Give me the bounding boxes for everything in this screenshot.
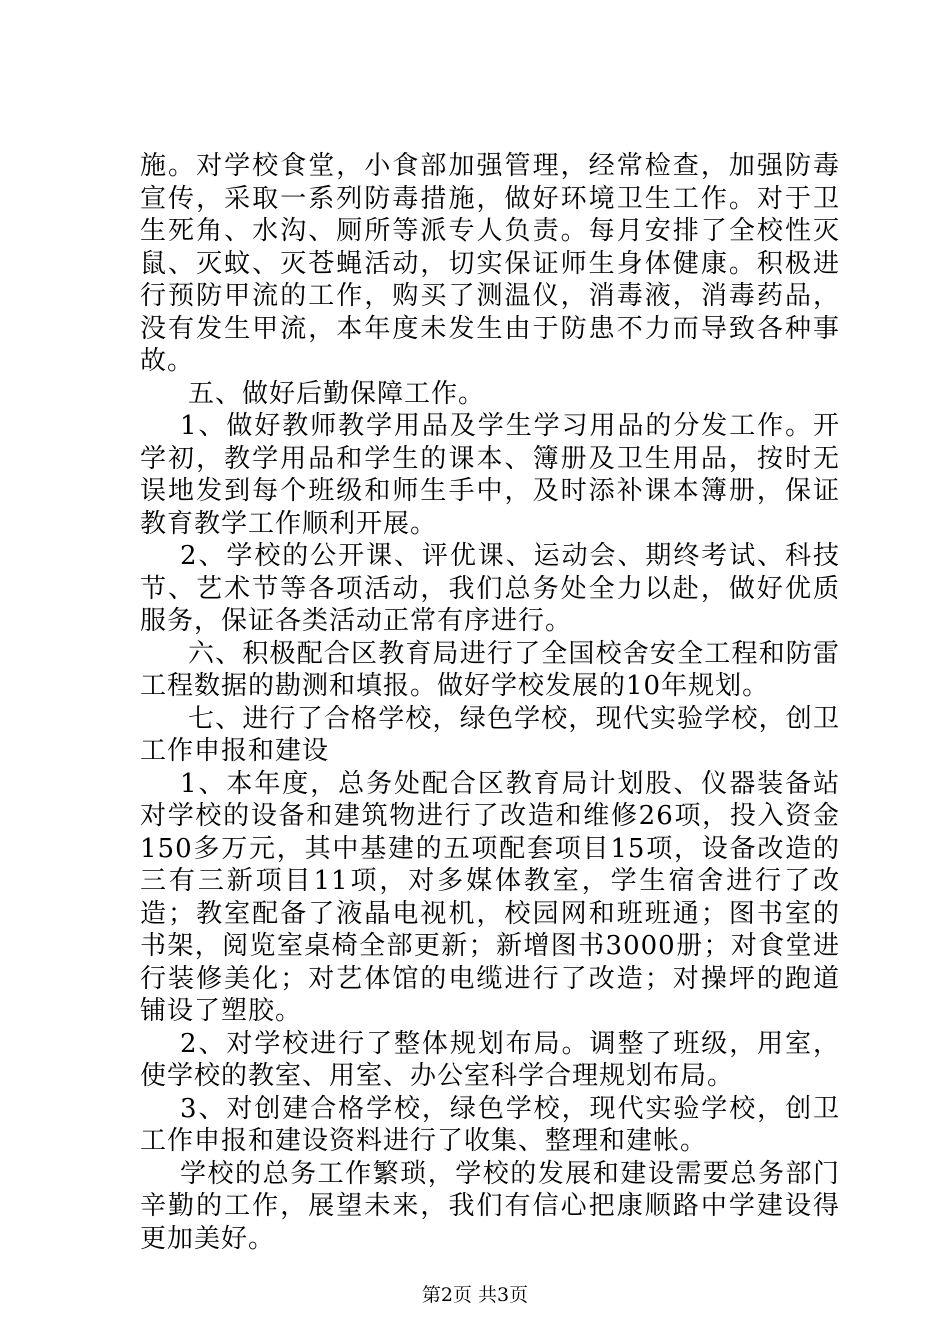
page-footer: 第2页 共3页 bbox=[421, 1284, 529, 1306]
paragraph-item: 1、本年度，总务处配合区教育局计划股、仪器装备站对学校的设备和建筑物进行了改造和维修26项，投入资金150多万元，其中基建的五项配套项目15项，设备改造的三有三新项目11项，对多媒体教室，学生宿舍进行了改造；教室配备了液晶电视机，校园网和班班通；图书室的书架，阅览室桌椅全部更新；新增图书3000册；对食堂进行装修美化；对艺体馆的电缆进行了改造；对操坪的跑道铺设了塑胶。 bbox=[140, 768, 840, 1026]
paragraph-item: 3、对创建合格学校，绿色学校，现代实验学校，创卫工作申报和建设资料进行了收集、整理和建帐。 bbox=[140, 1093, 840, 1156]
section-heading-seven: 七、进行了合格学校，绿色学校，现代实验学校，创卫工作申报和建设 bbox=[140, 703, 840, 766]
document-body bbox=[140, 150, 840, 1255]
paragraph-item: 2、对学校进行了整体规划布局。调整了班级，用室，使学校的教室、用室、办公室科学合理规划布局。 bbox=[140, 1028, 840, 1091]
paragraph-continuation: 施。对学校食堂，小食部加强管理，经常检查，加强防毒宣传，采取一系列防毒措施，做好环境卫生工作。对于卫生死角、水沟、厕所等派专人负责。每月安排了全校性灭鼠、灭蚊、灭苍蝇活动，切实保证师生身体健康。积极进行预防甲流的工作，购买了测温仪，消毒液，消毒药品，没有发生甲流，本年度未发生由于防患不力而导致各种事故。 bbox=[140, 151, 840, 376]
section-heading-five: 五、做好后勤保障工作。 bbox=[188, 378, 486, 409]
closing-paragraph: 学校的总务工作繁琐，学校的发展和建设需要总务部门辛勤的工作，展望未来，我们有信心把康顺路中学建设得更加美好。 bbox=[140, 1158, 840, 1254]
paragraph-item: 2、学校的公开课、评优课、运动会、期终考试、科技节、艺术节等各项活动，我们总务处全力以赴，做好优质服务，保证各类活动正常有序进行。 bbox=[140, 541, 840, 636]
paragraph-item: 1、做好教师教学用品及学生学习用品的分发工作。开学初，教学用品和学生的课本、簿册及卫生用品，按时无误地发到每个班级和师生手中，及时添补课本簿册，保证教育教学工作顺利开展。 bbox=[140, 411, 840, 539]
section-heading-six: 六、积极配合区教育局进行了全国校舍安全工程和防雷工程数据的勘测和填报。做好学校发展的10年规划。 bbox=[140, 638, 840, 701]
